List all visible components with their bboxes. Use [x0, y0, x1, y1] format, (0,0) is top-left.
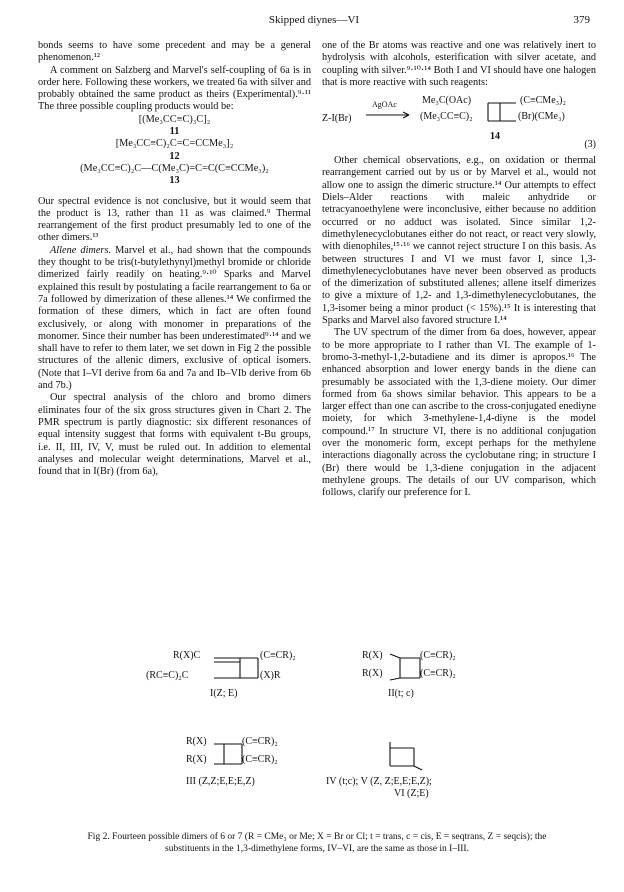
- page-number: 379: [573, 14, 590, 26]
- paragraph: Other chemical observations, e.g., on oxidation or thermal rearrangement carried out by us or by Marvel et al., would not allow one to assign the dimeric structure.¹⁴ Our attempts to effect Diels–Alder reactions with maleic anhydride or tetracyanoethylene were inconclusive, either because no addition occurred or no adduct was isolated. Since similar 1,2-dimethylenecyclobutanes either do not react, or react very slowly, with dienophiles,¹⁵·¹⁶ we cannot reject structure I on this basis. As between structures I and VI we must favor I, since 1,3-dimethylenecyclobutanes have never been observed as products of the dimerization of substituted allenes; allene itself dimerizes to give a mixture of 1,2- and 1,3-dimethylenecyclobutanes, the 1,3-isomer being a minor product (< 15%).¹⁵ It is interesting that Sparks and Marvel also favored structure I.¹⁴: [322, 155, 596, 327]
- reaction-scheme: [322, 93, 596, 151]
- scheme-product-top-right: (C≡CMe₃)₂: [520, 95, 566, 107]
- struct-I-ring: [210, 652, 262, 682]
- cyclobutane-ring: [486, 97, 518, 127]
- paragraph-text: Marvel et al., had shown that the compounds they thought to be tris(t-butylethynyl)methyl bromide or chloride dimerized fairly readily on heating.⁹·¹⁰ Sparks and Marvel explained this result by postulating a facile rearrangement to 6a or 7a followed by dimerization of these allenes.¹⁴ We confirmed the formation of these dimers, which in fact are often found exclusively, or along with monomer in preparations of the monomer. Since their number has been underestimated⁹·¹⁴ and we shall have to refer to them later, we set down in Fig 2 the possible structures of the allenic dimers, exclusive of optical isomers. (Note that I–VI derive from 6a and 7a and Ib–VIb derive from 6b and 7b.): [38, 244, 311, 392]
- struct-III-bottom-right: (C≡CR)₂: [242, 754, 278, 765]
- paragraph: [38, 245, 311, 393]
- struct-II-ring: [388, 650, 422, 684]
- struct-III-top-left: R(X): [186, 736, 207, 747]
- struct-III-top-right: (C≡CR)₂: [242, 736, 278, 747]
- struct-III-label: III (Z,Z;E,E;E,Z): [186, 776, 255, 787]
- section-heading: Allene dimers.: [50, 244, 112, 256]
- scheme-reactant: Z-I(Br): [322, 113, 352, 125]
- equation-number: (3): [584, 139, 596, 151]
- formula-12: [Me₃CC≡C)₂C=C=CCMe₃]₂: [115, 138, 234, 150]
- struct-IV-VI-ring: [384, 738, 424, 772]
- struct-III-ring: [212, 736, 244, 770]
- scheme-product-bottom: (Me₃CC≡C)₂: [420, 111, 473, 123]
- compound-number-13: 13: [169, 175, 180, 187]
- compound-number-14: 14: [490, 131, 500, 143]
- formula-13: (Me₃CC≡C)₂C—C(Me₃C)=C=C(C≡CCMe₃)₂: [80, 162, 269, 174]
- right-column: [322, 40, 596, 500]
- paragraph: Our spectral evidence is not conclusive, but it would seem that the product is 13, rather than 11 as was claimed.⁹ Thermal rearrangement of the first product presumably led to one of the other dimers.¹³: [38, 195, 311, 244]
- scheme-product-bottom-right: (Br)(CMe₃): [518, 111, 565, 123]
- paragraph: bonds seems to have some precedent and may be a general phenomenon.¹²: [38, 40, 311, 64]
- compound-number-12: 12: [169, 150, 180, 162]
- paragraph: Our spectral analysis of the chloro and bromo dimers eliminates four of the six gross structures given in Chart 2. The PMR spectrum is partly diagnostic: six different resonances of equal intensity suggest that forms with equivalent t-Bu groups, i.e. II, III, IV, V, must be ruled out. In addition to elemental analyses and molecular weight determinations, Marvel et al., found that in I(Br) (from 6a),: [38, 392, 311, 478]
- figure-caption: Fig 2. Fourteen possible dimers of 6 or 7 (R = CMe₃ or Me; X = Br or Cl; t = trans, c = cis, E = seqtrans, Z = seqcis); the substituents in the 1,3-dimethylene forms, IV–VI, are the same as those in I–III.: [87, 832, 547, 854]
- paragraph: one of the Br atoms was reactive and one was relatively inert to hydrolysis with alcohols, esterification with silver acetate, and coupling with silver.⁹·¹⁰·¹⁴ Both I and VI should have one halogen that is more reactive with such reagents:: [322, 40, 596, 88]
- compound-number-11: 11: [169, 126, 180, 138]
- scheme-reagent: AgOAc: [372, 100, 397, 110]
- struct-III-bottom-left: R(X): [186, 754, 207, 765]
- figure-2: [38, 646, 596, 846]
- paragraph: A comment on Salzberg and Marvel's self-coupling of 6a is in order here. Following these workers, we treated 6a with silver and probably obtained the same product as theirs (Experimental).⁹·¹¹ The three possible coupling products would be:: [38, 64, 311, 113]
- struct-I-bottom-left: (RC≡C)₂C: [146, 670, 189, 681]
- struct-I-bottom-right: (X)R: [260, 670, 281, 681]
- struct-II-bottom-right: (C≡CR)₂: [420, 668, 456, 679]
- struct-II-top-left: R(X): [362, 650, 383, 661]
- formula-11: [(Me₃CC≡C)₃C]₂: [138, 113, 211, 125]
- struct-II-top-right: (C≡CR)₂: [420, 650, 456, 661]
- struct-II-label: II(t; c): [388, 688, 414, 699]
- running-header: [38, 14, 590, 30]
- struct-II-bottom-left: R(X): [362, 668, 383, 679]
- paragraph: The UV spectrum of the dimer from 6a does, however, appear to be more appropriate to I rather than VI. The example of 1-bromo-3-methyl-1,2-butadiene and its dimer is apropos.¹⁶ The enhanced absorption and lower energy bands in the diene can presumably be associated with the 1,3-diene moiety. Our dimer formed from 6a shows similar behavior. This appears to be a larger effect than one can ascribe to the cross-conjugated enediyne moiety, for which 3-methylene-1,4-diyne is the model compound.¹⁷ In structure VI, there is no additional conjugation over the monomeric form, except perhaps for the methylene interactions diagonally across the cyclobutane ring; in structure I (Br) there would be 1,3-diene conjugation in the adjacent methylene groups. The details of our UV comparison, which follows, clarify our preference for I.: [322, 327, 596, 499]
- reaction-arrow: [366, 111, 412, 119]
- struct-VI-label: VI (Z;E): [394, 788, 429, 799]
- struct-IV-VI-label: IV (t;c); V (Z, Z;E,E;E,Z);: [326, 776, 432, 787]
- struct-I-label: I(Z; E): [210, 688, 238, 699]
- struct-I-top-left: R(X)C: [173, 650, 201, 661]
- struct-I-top-right: (C≡CR)₂: [260, 650, 296, 661]
- running-title: Skipped diynes—VI: [268, 14, 360, 26]
- left-column: [38, 40, 311, 478]
- scheme-product-top: Me₃C(OAc): [422, 95, 472, 107]
